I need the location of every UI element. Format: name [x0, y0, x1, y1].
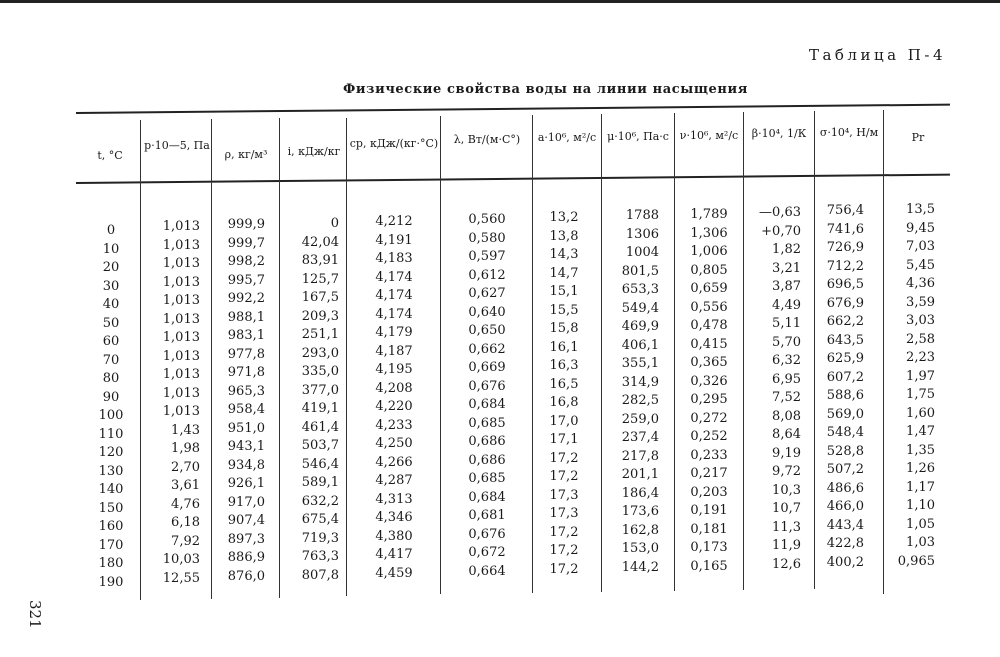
table-cell: 726,9	[826, 240, 864, 255]
table-cell: 9,72	[772, 464, 801, 479]
table-cell: 7,03	[906, 239, 935, 254]
table-cell: 4,380	[375, 528, 413, 544]
table-cell: 0,556	[690, 299, 728, 315]
table-cell: 0,672	[468, 545, 506, 560]
table-cell: 1,35	[906, 442, 935, 458]
table-cell: 999,9	[227, 217, 265, 232]
table-cell: 209,3	[301, 308, 339, 324]
table-cell: 4,346	[375, 510, 413, 525]
table-cell: 17,1	[549, 432, 579, 447]
table-cell: 4,313	[375, 491, 413, 507]
table-cell: 0,252	[690, 429, 728, 444]
table-cell: 17,3	[549, 506, 579, 521]
column-sigma	[816, 202, 864, 572]
table-cell: 190	[98, 574, 124, 590]
table-cell: 16,1	[549, 339, 579, 355]
table-cell: 0,217	[690, 466, 728, 481]
table-cell: 4,417	[375, 547, 413, 562]
table-cell: 977,8	[227, 346, 265, 362]
table-cell: 237,4	[621, 430, 659, 445]
table-cell: 17,2	[549, 524, 579, 540]
table-cell: 180	[98, 556, 124, 571]
table-cell: 0,365	[690, 355, 728, 370]
table-cell: 0,295	[690, 392, 728, 407]
table-cell: 926,1	[227, 476, 265, 491]
table-cell: 0	[330, 216, 339, 231]
table-cell: 90	[102, 389, 120, 405]
table-cell: 0,627	[468, 286, 506, 301]
header-bottom-rule	[76, 174, 950, 184]
table-cell: 10,7	[772, 501, 801, 516]
table-cell: 5,70	[772, 334, 801, 350]
table-cell: 643,5	[826, 332, 864, 348]
table-cell: 50	[102, 315, 120, 331]
table-cell: 162,8	[621, 522, 659, 538]
table-cell: 507,2	[826, 462, 864, 477]
header-cp: cp, кДж/(кг·°С)	[349, 137, 439, 150]
column-pr	[885, 201, 935, 571]
table-cell: 958,4	[227, 402, 265, 417]
table-cell: 2,23	[906, 350, 935, 365]
table-cell: 1,306	[690, 225, 728, 241]
table-cell: 153,0	[621, 541, 659, 556]
table-cell: 676,9	[826, 295, 864, 311]
table-cell: 1,013	[162, 256, 200, 271]
table-cell: 4,287	[375, 473, 413, 488]
table-cell: 293,0	[301, 345, 339, 361]
header-t: t, °C	[97, 149, 123, 162]
table-cell: 951,0	[227, 420, 265, 436]
table-cell: 251,1	[301, 327, 339, 342]
table-cell: 549,4	[621, 300, 659, 316]
table-cell: 1004	[625, 245, 659, 260]
table-cell: 217,8	[621, 448, 659, 464]
column-rho	[213, 216, 265, 586]
table-cell: 528,8	[826, 443, 864, 459]
table-cell: 3,21	[772, 260, 801, 276]
table-cell: 0,560	[468, 212, 506, 227]
table-cell: 1,013	[162, 404, 200, 419]
table-cell: 1,013	[162, 330, 200, 345]
column-divider	[140, 120, 141, 600]
table-cell: 15,5	[549, 302, 579, 318]
table-cell: 125,7	[301, 271, 339, 287]
column-t	[86, 222, 136, 592]
header-a: a·10⁶, м²/с	[537, 131, 597, 144]
table-cell: 4,459	[375, 565, 413, 581]
table-cell: 589,1	[301, 475, 339, 490]
table-cell: 662,2	[826, 314, 864, 329]
table-cell: 4,195	[375, 362, 413, 377]
table-cell: 0,669	[468, 360, 506, 375]
table-cell: 7,92	[171, 533, 200, 549]
table-cell: 20	[102, 260, 120, 275]
table-cell: 17,2	[549, 450, 579, 466]
table-cell: 1,013	[162, 293, 200, 308]
table-cell: 0,181	[690, 521, 728, 537]
table-cell: 0,684	[468, 489, 506, 505]
table-cell: 486,6	[826, 480, 864, 496]
column-divider	[743, 112, 744, 590]
table-cell: 3,03	[906, 313, 935, 328]
table-label: Таблица П-4	[808, 46, 946, 64]
table-cell: 632,2	[301, 493, 339, 509]
table-cell: 4,250	[375, 436, 413, 451]
table-cell: 965,3	[227, 383, 265, 399]
table-cell: 0,191	[690, 503, 728, 518]
table-cell: 10,3	[772, 482, 801, 498]
column-divider	[440, 116, 441, 594]
table-cell: 0,272	[690, 410, 728, 426]
table-cell: 696,5	[826, 277, 864, 292]
table-cell: 1,013	[162, 385, 200, 401]
table-cell: 712,2	[826, 258, 864, 274]
header-p: p·10—5, Па	[144, 139, 210, 152]
table-cell: 419,1	[301, 401, 339, 416]
table-cell: 1,60	[906, 405, 935, 421]
table-cell: —0,63	[759, 205, 801, 220]
column-divider	[532, 115, 533, 593]
table-cell: 17,2	[549, 543, 579, 558]
table-cell: 719,3	[301, 530, 339, 546]
table-cell: 1,26	[906, 461, 935, 476]
table-cell: 443,4	[826, 517, 864, 533]
table-cell: 4,187	[375, 343, 413, 359]
table-cell: 675,4	[301, 512, 339, 527]
table-cell: 801,5	[621, 263, 659, 279]
table-title: Физические свойства воды на линии насыщения	[343, 82, 748, 97]
table-cell: 186,4	[621, 485, 659, 501]
table-cell: 3,87	[772, 279, 801, 294]
table-cell: 80	[102, 371, 120, 386]
table-cell: 422,8	[826, 536, 864, 551]
table-cell: 60	[102, 334, 120, 349]
table-cell: 10	[102, 241, 120, 257]
table-cell: 140	[98, 482, 124, 497]
table-cell: 0,612	[468, 267, 506, 283]
table-cell: 40	[102, 297, 120, 312]
column-mu	[603, 207, 659, 577]
table-cell: 971,8	[227, 365, 265, 380]
table-cell: 0	[106, 223, 116, 238]
table-cell: 282,5	[621, 393, 659, 408]
table-cell: 6,18	[171, 515, 200, 530]
table-cell: 17,0	[549, 413, 579, 429]
table-cell: 1,82	[772, 242, 801, 257]
table-cell: 201,1	[621, 467, 659, 482]
table-cell: 1788	[625, 208, 659, 223]
table-cell: 406,1	[621, 337, 659, 353]
table-cell: 4,212	[375, 214, 413, 229]
table-cell: 14,3	[549, 247, 579, 262]
header-nu: ν·10⁶, м²/с	[679, 129, 739, 142]
table-cell: 3,61	[171, 478, 200, 493]
table-cell: 4,49	[772, 297, 801, 313]
column-nu	[676, 206, 742, 576]
header-i: i, кДж/кг	[287, 145, 341, 158]
column-p	[142, 218, 200, 588]
table-cell: 4,179	[375, 325, 413, 340]
table-cell: 17,2	[549, 561, 579, 577]
table-cell: 0,478	[690, 318, 728, 333]
table-cell: 13,8	[549, 228, 579, 244]
table-cell: 569,0	[826, 406, 864, 422]
table-cell: 1,013	[162, 274, 200, 290]
table-cell: 11,3	[772, 519, 801, 535]
table-cell: 15,8	[549, 321, 579, 336]
table-cell: 998,2	[227, 254, 265, 269]
table-cell: 173,6	[621, 504, 659, 519]
table-cell: 6,32	[772, 353, 801, 368]
table-cell: 992,2	[227, 291, 265, 306]
table-cell: 1,17	[906, 479, 935, 495]
table-cell: 1,013	[162, 219, 200, 234]
column-lambda	[442, 211, 532, 581]
table-cell: 335,0	[301, 364, 339, 379]
table-cell: 0,662	[468, 341, 506, 357]
table-cell: 741,6	[826, 221, 864, 237]
table-cell: 1,05	[906, 516, 935, 532]
table-cell: 4,233	[375, 417, 413, 433]
table-cell: 0,676	[468, 526, 506, 542]
table-cell: 4,183	[375, 251, 413, 266]
table-cell: 0,203	[690, 484, 728, 500]
table-cell: 917,0	[227, 494, 265, 510]
table-cell: 907,4	[227, 513, 265, 528]
table-cell: 0,326	[690, 373, 728, 389]
table-cell: 0,685	[468, 415, 506, 431]
table-cell: 6,95	[772, 371, 801, 387]
table-cell: 16,3	[549, 358, 579, 373]
table-cell: 983,1	[227, 328, 265, 343]
column-divider	[883, 110, 884, 594]
table-cell: 4,76	[171, 496, 200, 512]
column-divider	[601, 114, 602, 592]
table-cell: 0,965	[897, 553, 935, 569]
table-cell: 314,9	[621, 374, 659, 390]
header-lambda: λ, Вт/(м·С°)	[453, 133, 521, 146]
table-cell: 0,165	[690, 558, 728, 574]
table-cell: 886,9	[227, 550, 265, 565]
table-cell: 9,19	[772, 445, 801, 461]
table-cell: 5,45	[906, 257, 935, 273]
table-cell: 160	[98, 519, 124, 534]
table-cell: 934,8	[227, 457, 265, 473]
table-cell: 12,55	[162, 570, 200, 586]
table-cell: 0,686	[468, 434, 506, 449]
table-cell: 1,013	[162, 367, 200, 382]
table-cell: 1,006	[690, 244, 728, 259]
table-cell: 1,10	[906, 498, 935, 513]
header-mu: μ·10⁶, Па·с	[607, 130, 669, 143]
table-cell: 1,97	[906, 368, 935, 384]
table-cell: 0,173	[690, 540, 728, 555]
table-cell: 4,174	[375, 306, 413, 322]
table-cell: 1,013	[162, 311, 200, 327]
table-cell: 807,8	[301, 567, 339, 583]
page-top-border	[0, 0, 1000, 3]
table-cell: 1,789	[690, 207, 728, 222]
table-cell: 0,580	[468, 230, 506, 246]
table-cell: 1306	[625, 226, 659, 242]
table-cell: 4,174	[375, 288, 413, 303]
table-cell: 461,4	[301, 419, 339, 435]
column-i	[281, 215, 339, 585]
column-divider	[211, 119, 212, 599]
table-cell: 83,91	[301, 253, 339, 268]
table-cell: 653,3	[621, 282, 659, 297]
table-cell: 13,2	[549, 210, 579, 225]
table-cell: 4,220	[375, 399, 413, 414]
table-cell: 943,1	[227, 439, 265, 454]
table-cell: 8,64	[772, 427, 801, 442]
page-number: 321	[26, 600, 44, 629]
table-cell: 14,7	[549, 265, 579, 281]
table-cell: 988,1	[227, 309, 265, 325]
table-cell: 17,2	[549, 469, 579, 484]
table-cell: 897,3	[227, 531, 265, 547]
table-cell: 15,1	[549, 284, 579, 299]
table-cell: 70	[102, 352, 120, 368]
table-cell: 42,04	[301, 234, 339, 250]
table-cell: 120	[98, 445, 124, 460]
table-cell: 167,5	[301, 290, 339, 305]
table-cell: 5,11	[772, 316, 801, 331]
table-cell: 0,233	[690, 447, 728, 463]
table-cell: 995,7	[227, 272, 265, 288]
table-cell: 1,47	[906, 424, 935, 439]
column-divider	[279, 118, 280, 598]
table-cell: 1,98	[171, 441, 200, 456]
table-cell: 625,9	[826, 351, 864, 366]
header-sigma: σ·10⁴, Н/м	[819, 126, 879, 139]
table-cell: 7,52	[772, 390, 801, 405]
table-cell: 588,6	[826, 388, 864, 403]
table-cell: 548,4	[826, 425, 864, 440]
table-cell: 150	[98, 500, 124, 516]
table-cell: 0,650	[468, 323, 506, 338]
table-cell: 17,3	[549, 487, 579, 503]
table-cell: 466,0	[826, 499, 864, 514]
table-cell: 1,013	[162, 237, 200, 253]
table-cell: 503,7	[301, 438, 339, 453]
table-cell: +0,70	[761, 223, 801, 239]
table-cell: 10,03	[162, 552, 200, 567]
table-cell: 0,659	[690, 281, 728, 296]
table-cell: 144,2	[621, 559, 659, 575]
table-cell: 110	[98, 426, 124, 442]
table-cell: 355,1	[621, 356, 659, 371]
column-divider	[674, 113, 675, 591]
table-cell: 259,0	[621, 411, 659, 427]
table-cell: 2,58	[906, 331, 935, 347]
table-cell: 4,266	[375, 454, 413, 470]
table-cell: 0,684	[468, 397, 506, 412]
header-pr: Pr	[911, 131, 925, 144]
table-cell: 130	[98, 463, 124, 479]
table-cell: 16,5	[549, 376, 579, 392]
table-cell: 0,686	[468, 452, 506, 468]
table-cell: 12,6	[772, 556, 801, 572]
header-beta: β·10⁴, 1/К	[751, 127, 807, 140]
table-cell: 876,0	[227, 568, 265, 584]
table-cell: 546,4	[301, 456, 339, 472]
column-a	[534, 209, 594, 579]
table-cell: 13,5	[906, 202, 935, 217]
table-cell: 2,70	[171, 459, 200, 475]
table-cell: 0,597	[468, 249, 506, 264]
table-cell: 0,805	[690, 262, 728, 278]
table-cell: 0,415	[690, 336, 728, 352]
table-cell: 1,03	[906, 535, 935, 550]
table-cell: 16,8	[549, 395, 579, 410]
table-cell: 3,59	[906, 294, 935, 310]
table-cell: 756,4	[826, 203, 864, 218]
table-cell: 1,43	[171, 422, 200, 438]
table-cell: 11,9	[772, 538, 801, 553]
table-cell: 0,676	[468, 378, 506, 394]
table-cell: 9,45	[906, 220, 935, 236]
table-top-rule	[76, 104, 950, 114]
table-cell: 469,9	[621, 319, 659, 334]
table-cell: 4,36	[906, 276, 935, 291]
column-divider	[346, 118, 347, 596]
table-cell: 0,685	[468, 471, 506, 486]
column-divider	[814, 111, 815, 589]
header-rho: ρ, кг/м³	[224, 148, 268, 161]
table-cell: 4,174	[375, 269, 413, 285]
table-cell: 0,681	[468, 508, 506, 523]
table-cell: 170	[98, 537, 124, 553]
table-cell: 1,013	[162, 348, 200, 364]
table-cell: 607,2	[826, 369, 864, 385]
table-cell: 100	[98, 408, 124, 423]
table-cell: 4,208	[375, 380, 413, 396]
table-cell: 0,640	[468, 304, 506, 320]
table-cell: 0,664	[468, 563, 506, 579]
table-cell: 999,7	[227, 235, 265, 251]
column-beta	[745, 204, 801, 574]
table-cell: 30	[102, 278, 120, 294]
table-cell: 377,0	[301, 382, 339, 398]
table-cell: 4,191	[375, 232, 413, 248]
table-cell: 1,75	[906, 387, 935, 402]
table-cell: 763,3	[301, 549, 339, 564]
table-cell: 400,2	[826, 554, 864, 570]
table-cell: 8,08	[772, 408, 801, 424]
column-cp	[348, 213, 440, 583]
